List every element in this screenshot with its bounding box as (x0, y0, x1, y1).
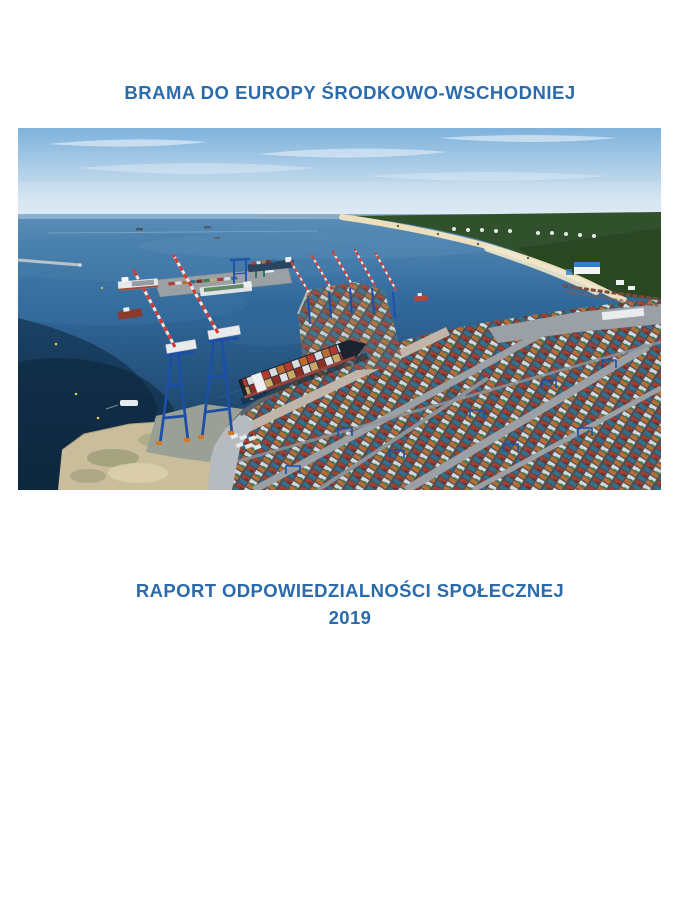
report-title: RAPORT ODPOWIEDZIALNOŚCI SPOŁECZNEJ (135, 580, 565, 601)
port-photo-illustration (18, 128, 661, 490)
cover-footer (0, 577, 700, 631)
sky (18, 128, 661, 218)
page-title: BRAMA DO EUROPY ŚRODKOWO-WSCHODNIEJ (124, 82, 576, 103)
white-yacht (120, 400, 138, 406)
port-aerial-photo (18, 128, 661, 490)
report-year: 2019 (328, 607, 372, 628)
